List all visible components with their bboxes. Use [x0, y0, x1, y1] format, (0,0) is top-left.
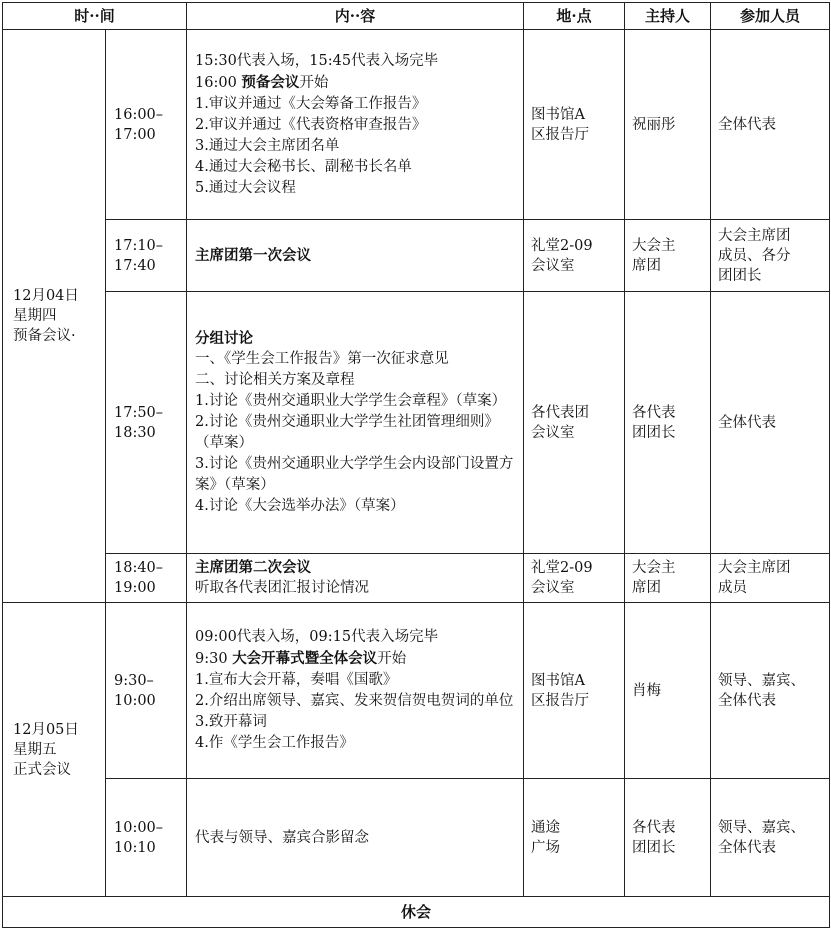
- content-line: 3.致开幕词: [195, 714, 267, 730]
- header-row: [3, 3, 830, 30]
- day1-type: 预备会议·: [13, 328, 76, 344]
- time-cell: [106, 292, 187, 554]
- content-text: 开始: [299, 74, 329, 91]
- header-place: 地·点: [524, 3, 625, 30]
- time-end: 10:00: [114, 692, 156, 709]
- time-start: 17:50–: [114, 404, 164, 421]
- day2-weekday: 星期五: [13, 741, 57, 758]
- content-cell: [187, 603, 524, 779]
- place-text: 会议室: [531, 257, 575, 274]
- table-row: [3, 30, 830, 220]
- content-time: 9:30: [195, 651, 228, 667]
- time-start: 10:00–: [114, 819, 164, 836]
- place-text: 各代表团: [531, 404, 590, 421]
- time-end: 17:40: [114, 257, 156, 274]
- place-text: 会议室: [531, 580, 575, 596]
- content-line: [195, 648, 515, 670]
- place-text: 会议室: [531, 424, 575, 441]
- attendees-text: 领导、嘉宾、: [718, 819, 806, 836]
- host-cell: 肖梅: [625, 603, 711, 779]
- attendees-cell: [711, 554, 830, 603]
- host-cell: 祝丽彤: [625, 30, 711, 220]
- content-line: 4.讨论《大会选举办法》（草案）: [195, 498, 405, 514]
- day1-cell: [3, 30, 106, 603]
- attendees-text: 成员、各分: [718, 247, 791, 264]
- content-line: 3.讨论《贵州交通职业大学学生会内设部门设置方案》（草案）: [195, 456, 514, 493]
- time-start: 9:30–: [114, 672, 154, 689]
- place-text: 礼堂2-09: [531, 560, 593, 576]
- content-title: 主席团第二次会议: [195, 559, 312, 576]
- attendees-text: 成员: [718, 580, 748, 596]
- content-line: 4.通过大会秘书长、副秘书长名单: [195, 158, 412, 175]
- attendees-text: 全体代表: [718, 692, 777, 709]
- time-start: 18:40–: [114, 560, 164, 576]
- host-text: 席团: [632, 580, 662, 596]
- content-line: 2.讨论《贵州交通职业大学学生社团管理细则》（草案）: [195, 414, 499, 451]
- content-line: 2.介绍出席领导、嘉宾、发来贺信贺电贺词的单位: [195, 693, 514, 709]
- host-cell: [625, 779, 711, 897]
- content-line: 1.审议并通过《大会筹备工作报告》: [195, 95, 427, 112]
- place-text: 广场: [531, 839, 561, 856]
- content-line: [195, 72, 515, 94]
- header-attendees: 参加人员: [711, 3, 830, 30]
- attendees-cell: 全体代表: [711, 292, 830, 554]
- table-row: [3, 554, 830, 603]
- time-end: 19:00: [114, 580, 156, 596]
- place-cell: [524, 220, 625, 292]
- recess-label: 休会: [3, 897, 830, 928]
- content-line: 一、《学生会工作报告》第一次征求意见: [195, 351, 449, 367]
- place-text: 图书馆A: [531, 106, 585, 123]
- time-end: 10:10: [114, 839, 156, 856]
- header-content: 内··容: [187, 3, 524, 30]
- place-cell: [524, 30, 625, 220]
- content-line: 4.作《学生会工作报告》: [195, 735, 354, 751]
- table-row: [3, 220, 830, 292]
- content-line: 3.通过大会主席团名单: [195, 137, 340, 154]
- place-text: 礼堂2-09: [531, 237, 593, 254]
- attendees-cell: [711, 603, 830, 779]
- attendees-cell: [711, 779, 830, 897]
- content-line: 二、讨论相关方案及章程: [195, 372, 355, 388]
- host-cell: [625, 554, 711, 603]
- table-row: [3, 603, 830, 779]
- content-emphasis: 大会开幕式暨全体会议: [232, 650, 378, 667]
- time-end: 17:00: [114, 126, 156, 143]
- place-text: 区报告厅: [531, 692, 590, 709]
- time-end: 18:30: [114, 424, 156, 441]
- place-cell: [524, 292, 625, 554]
- content-cell: 代表与领导、嘉宾合影留念: [187, 779, 524, 897]
- content-cell: 主席团第一次会议: [187, 220, 524, 292]
- header-time: 时··间: [3, 3, 187, 30]
- content-cell: [187, 554, 524, 603]
- time-cell: [106, 554, 187, 603]
- day2-cell: [3, 603, 106, 897]
- content-line: 听取各代表团汇报讨论情况: [195, 580, 370, 596]
- host-text: 团团长: [632, 424, 676, 441]
- host-text: 大会主: [632, 237, 676, 254]
- time-cell: [106, 220, 187, 292]
- time-cell: [106, 603, 187, 779]
- content-cell: [187, 30, 524, 220]
- host-text: 大会主: [632, 560, 676, 576]
- place-text: 区报告厅: [531, 126, 590, 143]
- host-text: 各代表: [632, 404, 676, 421]
- content-line: 1.宣布大会开幕，奏唱《国歌》: [195, 672, 398, 688]
- attendees-cell: [711, 220, 830, 292]
- content-time: 16:00: [195, 74, 237, 91]
- content-cell: [187, 292, 524, 554]
- attendees-text: 全体代表: [718, 839, 777, 856]
- content-text: 开始: [377, 651, 407, 667]
- place-text: 通途: [531, 819, 561, 836]
- place-cell: [524, 554, 625, 603]
- attendees-text: 大会主席团: [718, 227, 791, 244]
- content-line: 5.通过大会议程: [195, 179, 296, 196]
- host-text: 席团: [632, 257, 662, 274]
- place-cell: [524, 779, 625, 897]
- content-line: 09:00代表入场，09:15代表入场完毕: [195, 629, 439, 645]
- content-emphasis: 预备会议: [241, 73, 300, 91]
- header-host: 主持人: [625, 3, 711, 30]
- table-row: [3, 292, 830, 554]
- attendees-text: 大会主席团: [718, 560, 791, 576]
- content-line: 15:30代表入场，15:45代表入场完毕: [195, 52, 439, 69]
- attendees-cell: 全体代表: [711, 30, 830, 220]
- place-cell: [524, 603, 625, 779]
- time-start: 16:00–: [114, 106, 164, 123]
- day2-type: 正式会议: [13, 761, 71, 778]
- footer-row: [3, 897, 830, 928]
- content-line: 2.审议并通过《代表资格审查报告》: [195, 116, 427, 133]
- day1-weekday: 星期四: [13, 308, 57, 324]
- time-cell: [106, 30, 187, 220]
- content-line: 1.讨论《贵州交通职业大学学生会章程》（草案）: [195, 393, 507, 409]
- host-text: 团团长: [632, 839, 676, 856]
- time-start: 17:10–: [114, 237, 164, 254]
- schedule-table: [2, 2, 830, 928]
- host-cell: [625, 292, 711, 554]
- attendees-text: 领导、嘉宾、: [718, 672, 806, 689]
- attendees-text: 团团长: [718, 267, 762, 284]
- host-cell: [625, 220, 711, 292]
- host-text: 各代表: [632, 819, 676, 836]
- day2-date: 12月05日: [13, 721, 79, 738]
- content-title: 分组讨论: [195, 330, 254, 347]
- place-text: 图书馆A: [531, 672, 585, 689]
- table-row: [3, 779, 830, 897]
- day1-date: 12月04日: [13, 288, 79, 304]
- time-cell: [106, 779, 187, 897]
